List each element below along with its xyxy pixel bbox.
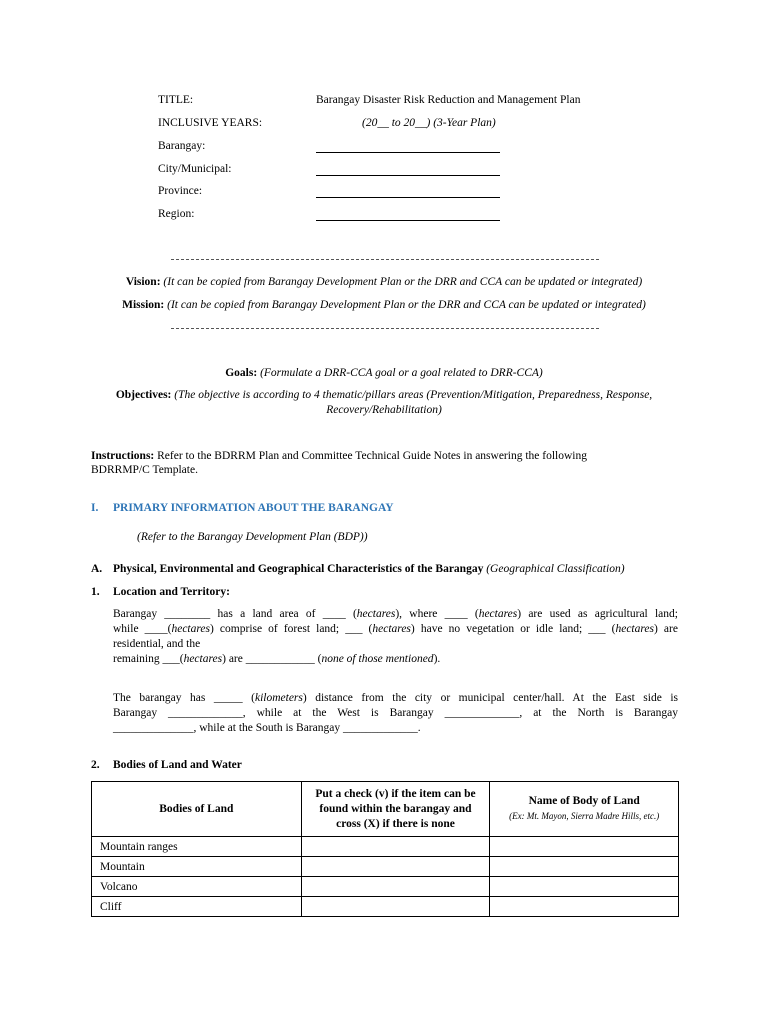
- vision-label: Vision:: [125, 276, 161, 288]
- distance-line-1: The barangay has _____ (kilometers) distance from the city or municipal center/hall. At the East side is: [113, 692, 678, 704]
- check-cell[interactable]: [301, 897, 490, 917]
- check-cell[interactable]: [301, 837, 490, 857]
- section-a-note: (Geographical Classification): [486, 563, 625, 575]
- section-1-number: I.: [91, 502, 99, 514]
- distance-paragraph: [113, 691, 678, 736]
- region-field-line[interactable]: [316, 220, 500, 221]
- row-label: Volcano: [92, 877, 302, 897]
- check-cell[interactable]: [301, 877, 490, 897]
- instructions-line1: [91, 450, 587, 462]
- item-2-number: 2.: [91, 759, 100, 771]
- objectives-text-line2: Recovery/Rehabilitation): [326, 404, 442, 416]
- barangay-label: Barangay:: [158, 140, 206, 152]
- vision-line: [0, 276, 768, 288]
- divider-top: [171, 259, 599, 260]
- mission-line: [0, 299, 768, 311]
- section-a-letter: A.: [91, 563, 103, 575]
- inclusive-years-value: (20__ to 20__) (3-Year Plan): [362, 117, 496, 129]
- table-row: [92, 837, 679, 857]
- name-cell[interactable]: [490, 897, 679, 917]
- objectives-line: [0, 389, 768, 401]
- row-label: Mountain ranges: [92, 837, 302, 857]
- section-a-heading: [113, 563, 625, 575]
- instructions-label: Instructions:: [91, 450, 155, 462]
- land-area-line-2: while ____(hectares) comprise of forest land; ___ (hectares) have no vegetation or idle land; ___ (hectares) are: [113, 623, 678, 635]
- distance-line-3: ______________, while at the South is Barangay _____________.: [113, 722, 421, 734]
- bodies-of-land-table: [91, 781, 679, 917]
- col-bodies-of-land: Bodies of Land: [92, 782, 302, 837]
- col-name-example: (Ex: Mt. Mayon, Sierra Madre Hills, etc.): [509, 811, 660, 821]
- title-label: TITLE:: [158, 94, 194, 106]
- item-2-title: Bodies of Land and Water: [113, 759, 242, 771]
- title-value: Barangay Disaster Risk Reduction and Management Plan: [316, 94, 581, 106]
- table-row: [92, 897, 679, 917]
- name-cell[interactable]: [490, 837, 679, 857]
- distance-line-2: Barangay _____________, while at the West is Barangay _____________, at the North is Barangay: [113, 707, 678, 719]
- objectives-text-line1: (The objective is according to 4 thematic/pillars areas (Prevention/Mitigation, Preparedness, Response,: [174, 389, 653, 401]
- city-label: City/Municipal:: [158, 163, 232, 175]
- item-1-number: 1.: [91, 586, 100, 598]
- row-label: Mountain: [92, 857, 302, 877]
- city-field-line[interactable]: [316, 175, 500, 176]
- section-a-title: Physical, Environmental and Geographical Characteristics of the Barangay: [113, 563, 484, 575]
- name-cell[interactable]: [490, 877, 679, 897]
- objectives-label: Objectives:: [115, 389, 172, 401]
- item-1-title: Location and Territory:: [113, 586, 230, 598]
- name-cell[interactable]: [490, 857, 679, 877]
- table-row: [92, 857, 679, 877]
- land-area-line-3: residential, and the: [113, 638, 201, 650]
- province-label: Province:: [158, 185, 203, 197]
- goals-line: [0, 367, 768, 379]
- instructions-text-line2: BDRRMP/C Template.: [91, 464, 198, 476]
- instructions-text-line1: Refer to the BDRRM Plan and Committee Technical Guide Notes in answering the following: [157, 450, 587, 462]
- divider-bottom: [171, 328, 599, 329]
- check-cell[interactable]: [301, 857, 490, 877]
- mission-text: (It can be copied from Barangay Development Plan or the DRR and CCA can be updated or integrated): [167, 299, 646, 311]
- mission-label: Mission:: [122, 299, 165, 311]
- land-area-paragraph: [113, 607, 678, 667]
- inclusive-years-label: INCLUSIVE YEARS:: [158, 117, 263, 129]
- province-field-line[interactable]: [316, 197, 500, 198]
- region-label: Region:: [158, 208, 195, 220]
- vision-text: (It can be copied from Barangay Development Plan or the DRR and CCA can be updated or integrated): [163, 276, 643, 288]
- table-header-row: [92, 782, 679, 837]
- goals-text: (Formulate a DRR-CCA goal or a goal related to DRR-CCA): [260, 367, 543, 379]
- land-area-line-1: Barangay ________ has a land area of ____ (hectares), where ____ (hectares) are used as agricultural land;: [113, 608, 678, 620]
- col-check-instruction: Put a check (v) if the item can be found within the barangay and cross (X) if there is none: [301, 782, 490, 837]
- row-label: Cliff: [92, 897, 302, 917]
- section-1-title: PRIMARY INFORMATION ABOUT THE BARANGAY: [113, 502, 394, 514]
- section-1-note: (Refer to the Barangay Development Plan (BDP)): [137, 531, 368, 543]
- table-row: [92, 877, 679, 897]
- land-area-line-4: remaining ___(hectares) are ____________ (none of those mentioned).: [113, 653, 441, 665]
- goals-label: Goals:: [225, 367, 258, 379]
- col-name-of-body: Name of Body of Land (Ex: Mt. Mayon, Sierra Madre Hills, etc.): [490, 782, 679, 837]
- barangay-field-line[interactable]: [316, 152, 500, 153]
